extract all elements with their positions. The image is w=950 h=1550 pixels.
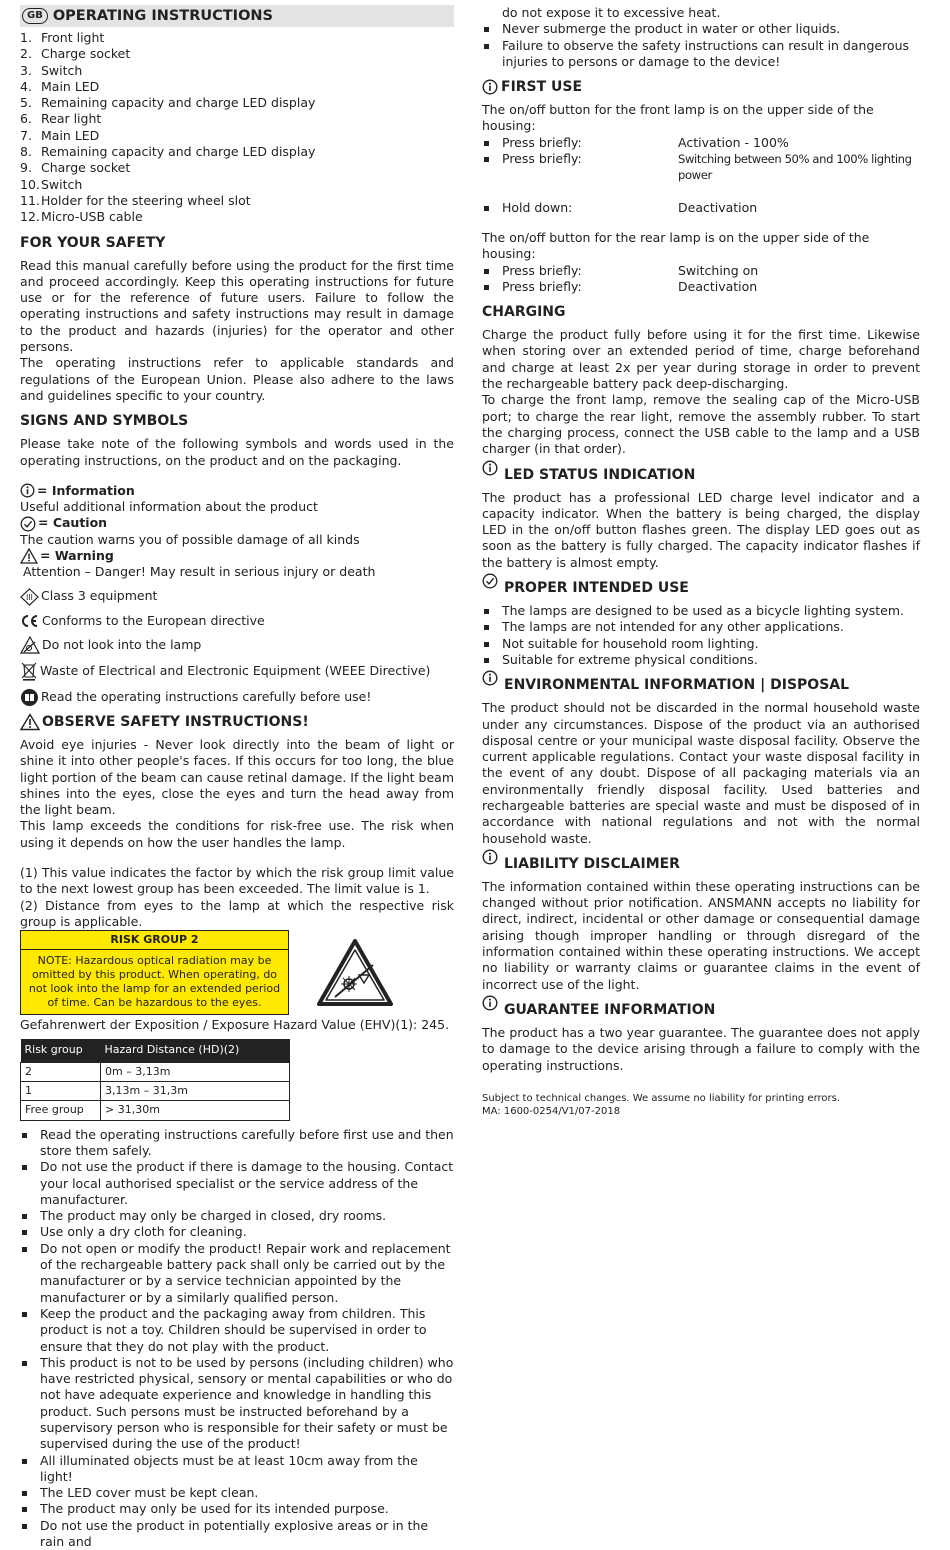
charging-paragraph: To charge the front lamp, remove the sealing cap of the Micro-USB port; to charge the rear light, remove the assembly rubber. To start the charging process, connect the USB cable to the lamp and a USB charger (in that order). — [482, 392, 920, 457]
environment-heading: ENVIRONMENTAL INFORMATION | DISPOSAL — [504, 677, 850, 694]
intended-use-list — [482, 603, 920, 668]
footnote-2: (2) Distance from eyes to the lamp at which the respective risk group is applicable. — [20, 897, 454, 929]
read-manual-icon — [20, 688, 39, 707]
rear-lamp-intro: The on/off button for the rear lamp is on the upper side of the housing: — [482, 229, 870, 262]
table-row: Free group > 31,30m — [21, 1101, 290, 1120]
list-item: All illuminated objects must be at least 10cm away from the light! — [20, 1453, 454, 1486]
right-column — [482, 5, 920, 1118]
info-icon — [482, 670, 498, 686]
list-item: 12. Micro-USB cable — [20, 209, 143, 225]
footer-document-number: MA: 1600-0254/V1/07-2018 — [482, 1105, 621, 1117]
guarantee-heading: GUARANTEE INFORMATION — [504, 1001, 716, 1018]
observe-heading: OBSERVE SAFETY INSTRUCTIONS! — [20, 713, 454, 731]
readinst-symbol-row: Read the operating instructions carefully before use! — [20, 688, 454, 707]
list-item: Hold down: Deactivation — [482, 200, 920, 216]
charging-heading: CHARGING — [482, 304, 566, 321]
parts-list — [20, 30, 454, 226]
class3-symbol-row: III Class 3 equipment — [20, 588, 454, 606]
caution-description: The caution warns you of possible damage of all kinds — [20, 531, 360, 547]
info-icon — [482, 79, 498, 95]
continued-bullet-list — [482, 21, 920, 70]
svg-text:III: III — [26, 592, 33, 602]
weee-symbol-row: Waste of Electrical and Electronic Equipment (WEEE Directive) — [20, 661, 454, 681]
info-description: Useful additional information about the product — [20, 499, 318, 515]
warning-symbol-row: = Warning — [20, 548, 454, 564]
first-use-heading: FIRST USE — [482, 78, 920, 96]
led-status-heading: LED STATUS INDICATION — [504, 466, 696, 483]
list-item: 1. Front light — [20, 30, 105, 45]
weee-bin-icon — [20, 661, 38, 681]
hazard-do-not-look-icon — [315, 937, 395, 1009]
table-row: 2 0m – 3,13m — [21, 1062, 290, 1081]
rear-lamp-operations — [482, 263, 920, 296]
table-header-row — [21, 1039, 290, 1062]
nolook-symbol-row: Do not look into the lamp — [20, 636, 454, 654]
list-item: 2. Charge socket — [20, 46, 131, 62]
guarantee-heading-row — [482, 995, 920, 1025]
intended-use-heading: PROPER INTENDED USE — [504, 580, 689, 597]
list-item: The LED cover must be kept clean. — [20, 1485, 454, 1501]
liability-heading: LIABILITY DISCLAIMER — [504, 855, 680, 872]
risk-table — [20, 1039, 290, 1120]
list-item: 10. Switch — [20, 176, 83, 192]
list-item: Do not use the product in potentially explosive areas or in the rain and — [20, 1518, 454, 1550]
warning-triangle-icon — [20, 713, 40, 731]
risk-group-block — [20, 930, 454, 1015]
caution-check-icon — [482, 573, 498, 589]
list-item: Not suitable for household room lighting. — [482, 636, 920, 652]
liability-heading-row — [482, 849, 920, 879]
caution-check-icon — [20, 516, 36, 532]
info-icon — [482, 849, 498, 865]
led-status-paragraph: The product has a professional LED charge level indicator and a capacity indicator. When the battery is being charged, the display LED in the on/off button flashes green. The display LED goes out as soon as the battery is fully charged. The capacity indicator flashes if the battery is almost empty. — [482, 489, 920, 570]
language-badge: GB — [22, 8, 48, 24]
guarantee-paragraph: The product has a two year guarantee. The guarantee does not apply to damage to the device arising through a failure to comply with the operating instructions. — [482, 1024, 920, 1073]
info-icon — [20, 483, 35, 498]
continued-text: do not expose it to excessive heat. — [502, 5, 721, 20]
list-item: The lamps are designed to be used as a bicycle lighting system. — [482, 603, 920, 619]
class3-diamond-icon — [20, 588, 39, 606]
list-item: This product is not to be used by persons (including children) who have restricted physical, sensory or mental capabilities or who do not have adequate experience and knowledge in handling this product. Such persons must be instructed beforehand by a supervisory person who is responsible for their safety or must be supervised during the use of the product! — [20, 1355, 454, 1453]
list-item: Press briefly: Switching on — [482, 263, 920, 279]
document-title: OPERATING INSTRUCTIONS — [52, 7, 273, 24]
ce-mark-icon — [20, 614, 40, 628]
list-item: 3. Switch — [20, 62, 83, 78]
table-row: 1 3,13m – 31,3m — [21, 1082, 290, 1101]
warning-description: Attention – Danger! May result in serious injury or death — [23, 564, 376, 580]
charging-paragraph: Charge the product fully before using it for the first time. Likewise when storing over an extended period of time, charge beforehand and charge at least 2x per year during storage in order to prevent the rechargeable battery pack deep-discharging. — [482, 327, 920, 392]
info-icon — [482, 995, 498, 1011]
list-item: Failure to observe the safety instructions can result in dangerous injuries to persons or damage to the device! — [482, 38, 920, 71]
risk-group-note: NOTE: Hazardous optical radiation may be omitted by this product. When operating, do not look into the lamp for an extended period of time. Can be hazardous to the eyes. — [28, 954, 281, 1010]
signs-heading: SIGNS AND SYMBOLS — [20, 413, 189, 430]
list-item: 9. Charge socket — [20, 160, 131, 176]
exposure-hazard-value: Gefahrenwert der Exposition / Exposure Hazard Value (EHV)(1): 245. — [20, 1017, 450, 1033]
environment-heading-row — [482, 670, 920, 700]
list-item: The lamps are not intended for any other applications. — [482, 619, 920, 635]
list-item: Keep the product and the packaging away from children. This product is not a toy. Children should be supervised in order to ensure that they do not play with the product. — [20, 1306, 454, 1355]
list-item: The product may only be used for its intended purpose. — [20, 1501, 454, 1517]
intended-use-heading-row — [482, 573, 920, 603]
warning-triangle-icon — [20, 548, 38, 564]
safety-paragraph: Read this manual carefully before using the product for the first time and proceed accordingly. Keep this operating instructions for future use or for the reference of future users. Failure to follow the operating instructions and safety instructions may result in damage to the product and hazards (injuries) for the operator and other persons. — [20, 257, 454, 355]
risk-group-title: RISK GROUP 2 — [21, 931, 288, 950]
led-status-heading-row — [482, 460, 920, 490]
list-item: 11. Holder for the steering wheel slot — [20, 192, 251, 208]
safety-paragraph: The operating instructions refer to applicable standards and regulations of the European Union. Please also adhere to the laws and guidelines specific to your country. — [20, 355, 454, 403]
risk-group-warning-box — [20, 930, 289, 1015]
list-item: Never submerge the product in water or other liquids. — [482, 21, 920, 37]
list-item: Do not open or modify the product! Repair work and replacement of the rechargeable battery pack shall only be carried out by the manufacturer or by a service technician appointed by the manufacturer or by a similarly qualified person. — [20, 1241, 454, 1306]
observe-paragraph: This lamp exceeds the conditions for risk-free use. The risk when using it depends on how the user handles the lamp. — [20, 818, 454, 850]
caution-symbol-row: = Caution — [20, 515, 454, 531]
list-item: Read the operating instructions carefully before first use and then store them safely. — [20, 1127, 454, 1160]
left-column — [20, 5, 454, 1550]
list-item: Use only a dry cloth for cleaning. — [20, 1224, 454, 1240]
list-item: 4. Main LED — [20, 78, 100, 94]
footnote-1: (1) This value indicates the factor by which the risk group limit value to the next lowest group has been exceeded. The limit value is 1. — [20, 864, 454, 897]
ce-symbol-row: Conforms to the European directive — [20, 613, 454, 629]
front-lamp-intro: The on/off button for the front lamp is on the upper side of the housing: — [482, 102, 874, 134]
list-item: Press briefly: Switching between 50% and 100% lighting power — [482, 151, 920, 184]
list-item: Do not use the product if there is damage to the housing. Contact your local authorised specialist or the service address of the manufacturer. — [20, 1159, 454, 1208]
list-item: Press briefly: Activation - 100% — [482, 135, 920, 151]
document-header — [20, 5, 454, 27]
list-item: Suitable for extreme physical conditions. — [482, 652, 920, 668]
safety-bullet-list — [20, 1127, 454, 1550]
environment-paragraph: The product should not be discarded in the normal household waste under any circumstances. Dispose of the product via an authorised disposal centre or your municipal waste disposal facility. Observe the current applicable regulations. Contact your waste disposal facility in the event of any doubt. Dispose of all packaging materials via an environmentally friendly disposal facility. Used batteries and rechargeable batteries are special waste and must be disposed of in accordance with national regulations and not with the normal household waste. — [482, 700, 920, 846]
front-lamp-operations — [482, 135, 920, 216]
list-item: 7. Main LED — [20, 127, 100, 143]
liability-paragraph: The information contained within these operating instructions can be changed without prior notification. ANSMANN accepts no liability for direct, indirect, incidental or other damage or consequential damage arising though improper handling or through disregard of the information contained within these operating instructions. We accept no liability or warranty claims or guarantee claims in the event of incorrect use of the light. — [482, 878, 920, 992]
observe-paragraph: Avoid eye injuries - Never look directly into the beam of light or shine it into other people's faces. If this occurs for too long, the blue light portion of the beam can cause retinal damage. If the light beam shines into the eyes, close the eyes and turn the head away from the light beam. — [20, 736, 454, 818]
list-item: 6. Rear light — [20, 111, 102, 127]
list-item: 5. Remaining capacity and charge LED display — [20, 95, 316, 111]
list-item: 8. Remaining capacity and charge LED display — [20, 144, 316, 160]
footer-disclaimer: Subject to technical changes. We assume no liability for printing errors. — [482, 1092, 841, 1104]
column-header: Risk group — [21, 1039, 101, 1062]
info-symbol-row: = Information — [20, 483, 454, 499]
signs-intro: Please take note of the following symbols and words used in the operating instructions, on the product and on the packaging. — [20, 436, 454, 468]
do-not-look-icon — [20, 636, 40, 654]
list-item: The product may only be charged in closed, dry rooms. — [20, 1208, 454, 1224]
safety-heading: FOR YOUR SAFETY — [20, 234, 166, 251]
column-header: Hazard Distance (HD)(2) — [101, 1039, 290, 1062]
list-item: Press briefly: Deactivation — [482, 279, 920, 295]
info-icon — [482, 460, 498, 476]
